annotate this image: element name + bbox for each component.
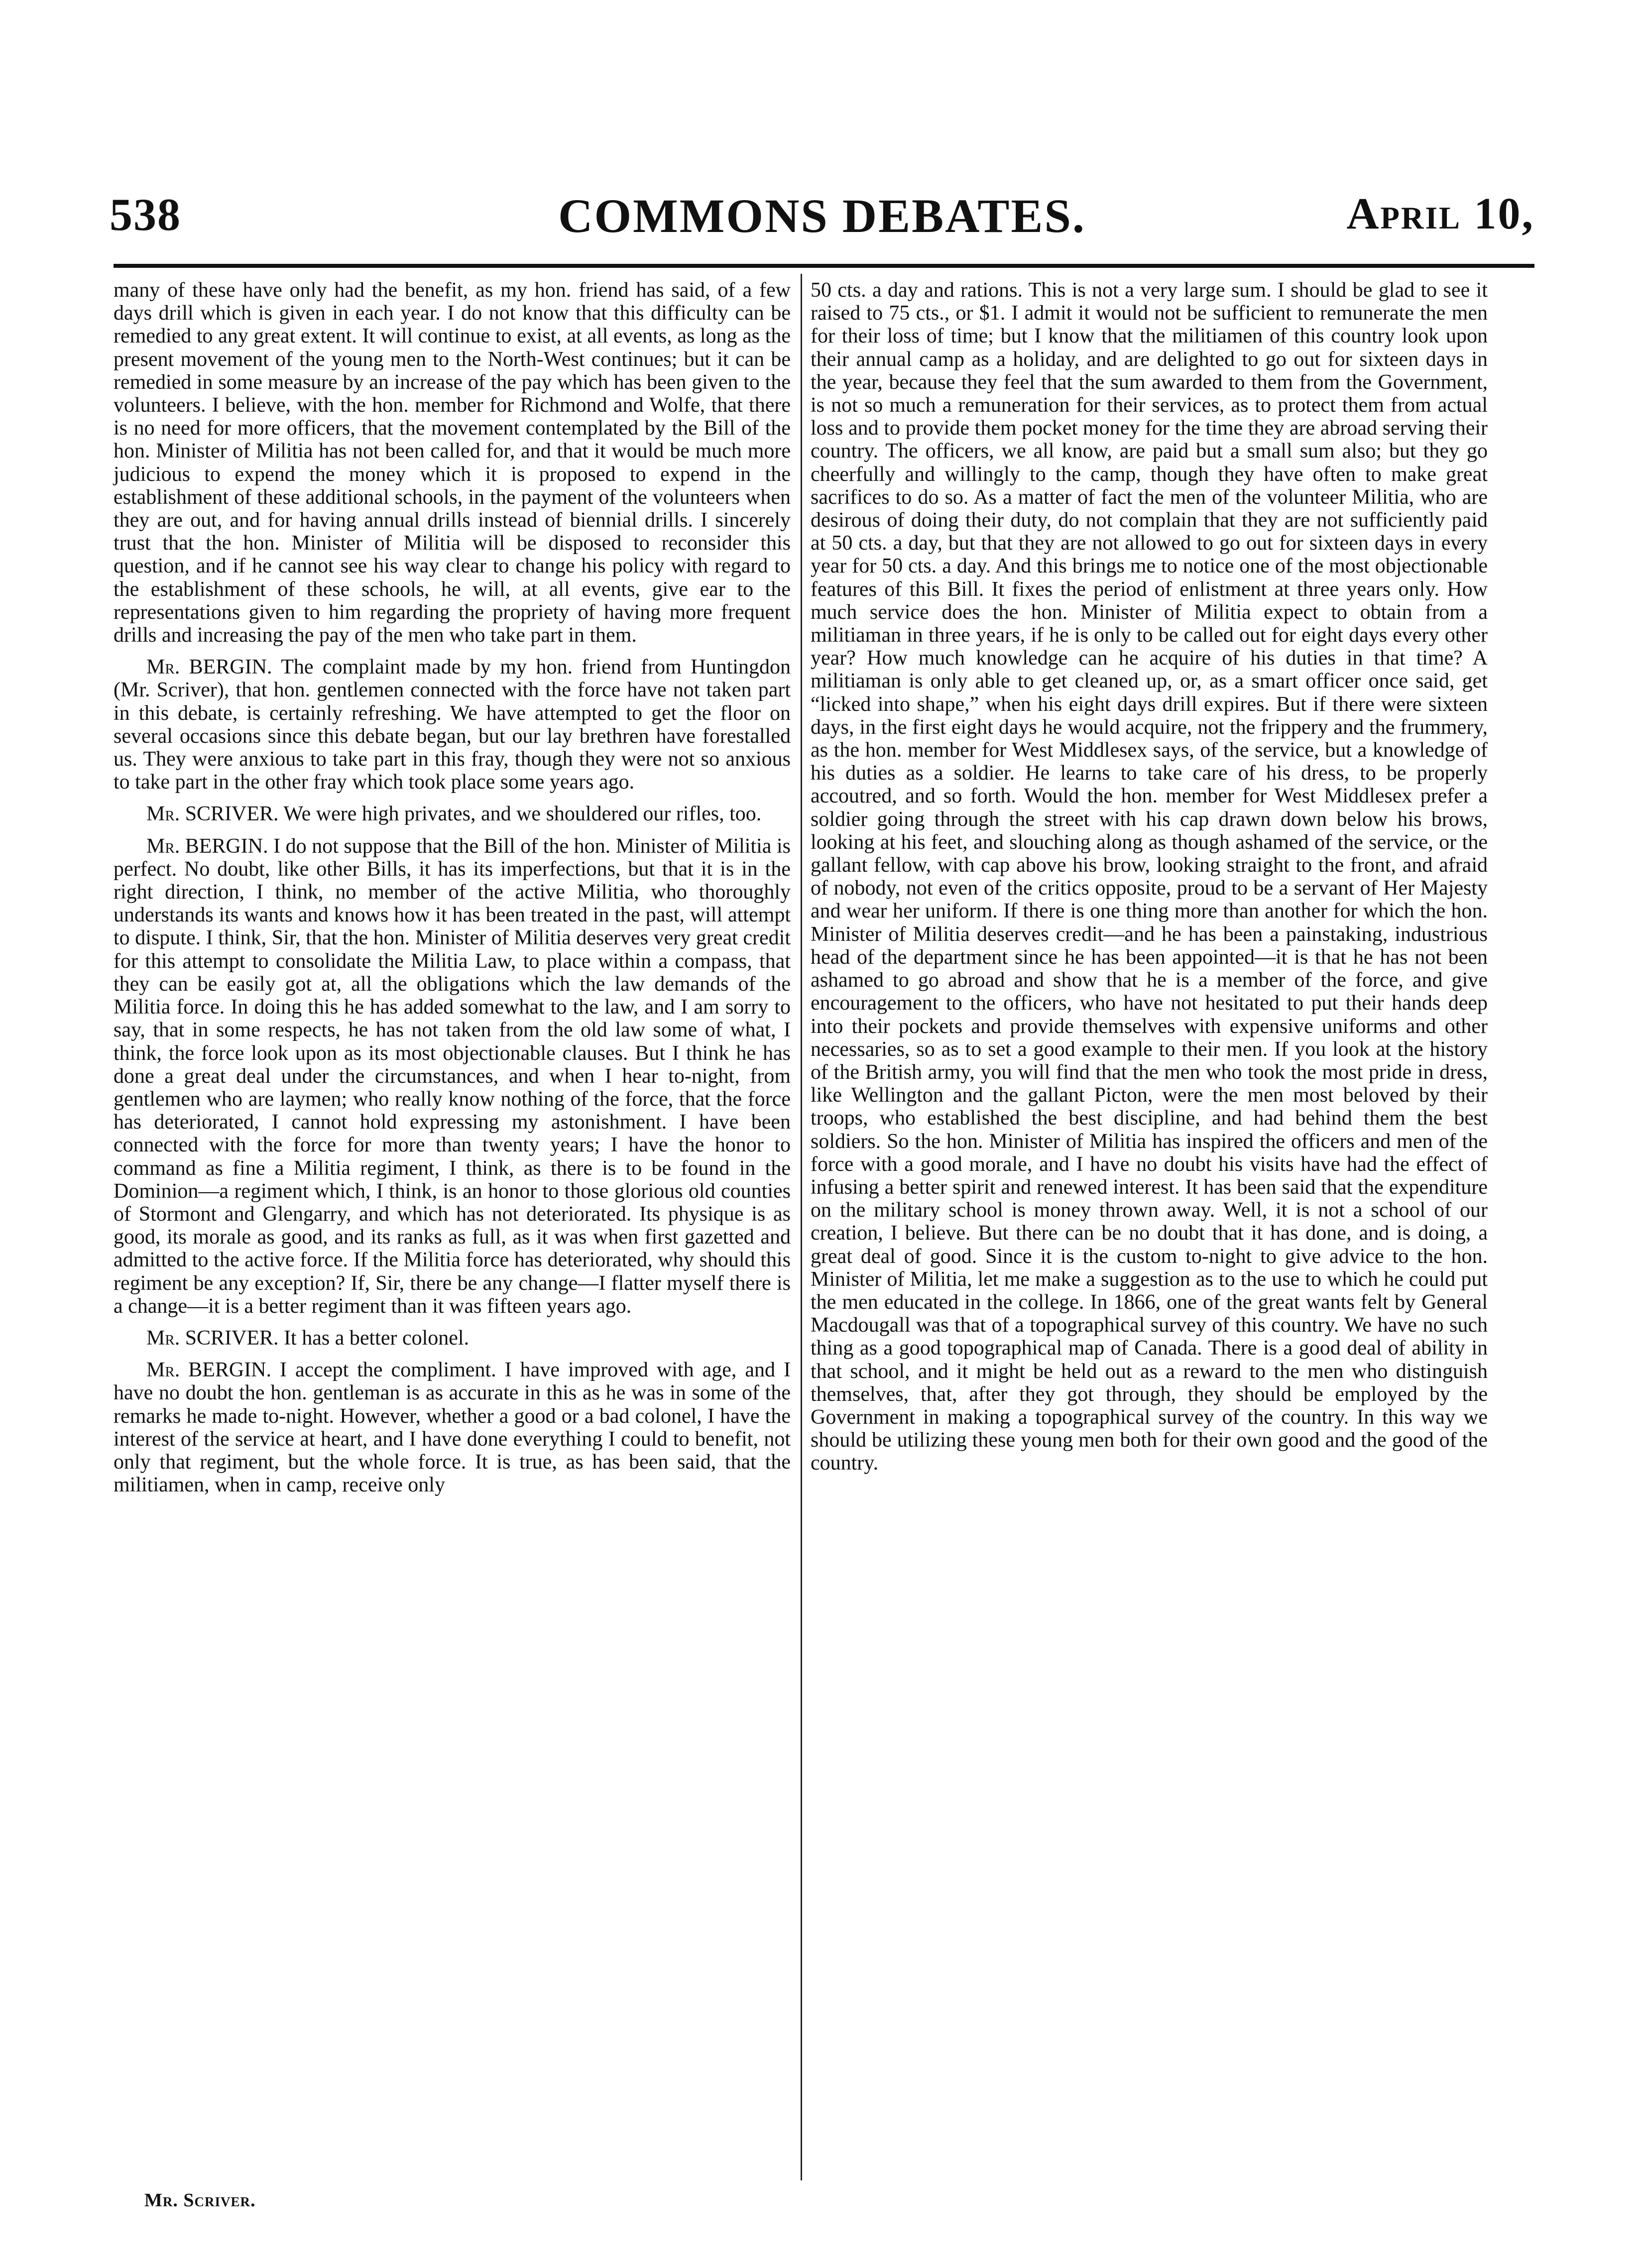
speaker-name: Mr. BERGIN.	[146, 834, 268, 858]
page-title: COMMONS DEBATES.	[558, 189, 1086, 242]
page-header	[110, 188, 1534, 243]
page-number: 538	[110, 189, 181, 240]
paragraph: Mr. BERGIN. I accept the compliment. I have improved with age, and I have no doubt the hon. gentleman is as accurate in this as he was in some of the remarks he made to-night. However, whether a good or a bad colonel, I have the interest of the service at heart, and I have done everything I could to benefit, not only that regiment, but the whole force. It is true, as has been said, that the militiamen, when in camp, receive only	[114, 1359, 791, 1497]
paragraph: 50 cts. a day and rations. This is not a very large sum. I should be glad to see it raised to 75 cts., or $1. I admit it would not be sufficient to remunerate the men for their loss of time; but I know that the militiamen of this country look upon their annual camp as a holiday, and are delighted to go out for sixteen days in the year, because they feel that the sum awarded to them from the Government, is not so much a remuneration for their services, as to protect them from actual loss and to provide them pocket money for the time they are abroad serving their country. The officers, we all know, are paid but a small sum also; but they go cheerfully and willingly to the camp, though they have often to make great sacrifices to do so. As a matter of fact the men of the volunteer Militia, who are desirous of doing their duty, do not complain that they are not sufficiently paid at 50 cts. a day, but that they are not allowed to go out for sixteen days in every year for 50 cts. a day. And this brings me to notice one of the most objectionable features of this Bill. It fixes the period of enlistment at three years only. How much service does the hon. Minister of Militia expect to obtain from a militiaman in three years, if he is only to be called out for eight days every other year? How much knowledge can he acquire of his duties in that time? A militiaman is only able to get cleaned up, or, as a smart officer once said, get “licked into shape,” when his eight days drill expires. But if there were sixteen days, in the first eight days he would acquire, not the frippery and the frummery, as the hon. member for West Middlesex says, of the service, but a knowledge of his duties as a soldier. He learns to take care of his dress, to be properly accoutred, and so forth. Would the hon. member for West Middlesex prefer a soldier going through the street with his cap drawn down below his brows, looking at his feet, and slouching along as though ashamed of the service, or the gallant fellow, with cap above his brow, looking straight to the front, and afraid of nobody, not even of the critics opposite, proud to be a servant of Her Majesty and wear her uniform. If there is one thing more than another for which the hon. Minister of Militia deserves credit—and he has been a painstaking, industrious head of the department since he has been appointed—it is that he has not been ashamed to go abroad and show that he is a member of the force, and give encouragement to the officers, who have not hesitated to put their hands deep into their pockets and provide themselves with expensive uniforms and other necessaries, so as to set a good example to their men. If you look at the history of the British army, you will find that the men who took the most pride in dress, like Wellington and the gallant Picton, were the men most beloved by their troops, who established the best discipline, and had behind them the best soldiers. So the hon. Minister of Militia has inspired the officers and men of the force with a good morale, and I have no doubt his visits have had the effect of infusing a better spirit and renewed interest. It has been said that the expenditure on the military school is money thrown away. Well, it is not a school of our creation, I believe. But there can be no doubt that it has done, and is doing, a great deal of good. Since it is the custom to-night to give advice to the hon. Minister of Militia, let me make a suggestion as to the use to which he could put the men educated in the college. In 1866, one of the great wants felt by General Macdougall was that of a topographical survey of this country. We have no such thing as a good topographical map of Canada. There is a good deal of ability in that school, and it might be held out as a reward to the men who distinguish themselves, that, after they got through, they should be employed by the Government in making a topographical survey of the country. In this way we should be utilizing these young men both for their own good and the good of the country.	[811, 279, 1488, 1475]
column-divider	[801, 274, 802, 2180]
speaker-name: Mr. SCRIVER.	[146, 1326, 279, 1350]
paragraph: Mr. BERGIN. I do not suppose that the Bill of the hon. Minister of Militia is perfect. No doubt, like other Bills, it has its imperfections, but that it is in the right direction, I think, no member of the active Militia, who thoroughly understands its wants and knows how it has been treated in the past, will attempt to dispute. I think, Sir, that the hon. Minister of Militia deserves very great credit for this attempt to consolidate the Militia Law, to place within a compass, that they can be easily got at, all the obligations which the law demands of the Militia force. In doing this he has added somewhat to the law, and I am sorry to say, that in some respects, he has not taken from the old law some of what, I think, the force look upon as its most objectionable clauses. But I think he has done a great deal under the circumstances, and when I hear to-night, from gentlemen who are laymen; who really know nothing of the force, that the force has deteriorated, I cannot hold expressing my astonishment. I have been connected with the force for more than twenty years; I have the honor to command as fine a Militia regiment, I think, as there is to be found in the Dominion—a regiment which, I think, is an honor to those glorious old counties of Stormont and Glengarry, and which has not deteriorated. Its physique is as good, its morale as good, and its ranks as full, as it was when first gazetted and admitted to the active force. If the Militia force has deteriorated, why should this regiment be any exception? If, Sir, there be any change—I flatter myself there is a change—it is a better regiment than it was fifteen years ago.	[114, 834, 791, 1318]
paragraph: Mr. SCRIVER. It has a better colonel.	[146, 1326, 470, 1350]
catchword: Mr. Scriver.	[144, 2190, 256, 2211]
left-column	[114, 279, 791, 1505]
page-date: April 10,	[1346, 189, 1534, 238]
right-column	[811, 279, 1488, 1484]
speaker-name: Mr. BERGIN.	[146, 1359, 272, 1382]
paragraph: many of these have only had the benefit, as my hon. friend has said, of a few days drill which is given in each year. I do not know that this difficulty can be remedied to any great extent. It will continue to exist, at all events, as long as the present movement of the young men to the North-West continues; but it can be remedied in some measure by an increase of the pay which has been given to the volunteers. I believe, with the hon. member for Richmond and Wolfe, that there is no need for more officers, that the movement contemplated by the Bill of the hon. Minister of Militia has not been called for, and that it would be much more judicious to expend the money which it is proposed to expend in the establishment of these additional schools, in the payment of the volunteers when they are out, and for having annual drills instead of biennial drills. I sincerely trust that the hon. Minister of Militia will be disposed to reconsider this question, and if he cannot see his way clear to change his policy with regard to the establishment of these schools, he will, at all events, give ear to the representations given to him regarding the propriety of having more frequent drills and increasing the pay of the men who take part in them.	[114, 279, 791, 647]
speaker-name: Mr. SCRIVER.	[146, 802, 279, 826]
speaker-name: Mr. BERGIN.	[146, 656, 272, 679]
paragraph: Mr. SCRIVER. We were high privates, and we shouldered our rifles, too.	[146, 802, 762, 826]
header-rule	[114, 264, 1534, 268]
paragraph: Mr. BERGIN. The complaint made by my hon. friend from Huntingdon (Mr. Scriver), that hon. gentlemen connected with the force have not taken part in this debate, is certainly refreshing. We have attempted to get the floor on several occasions since this debate began, but our lay brethren have forestalled us. They were anxious to take part in this fray, though they were not so anxious to take part in the other fray which took place some years ago.	[114, 656, 791, 794]
